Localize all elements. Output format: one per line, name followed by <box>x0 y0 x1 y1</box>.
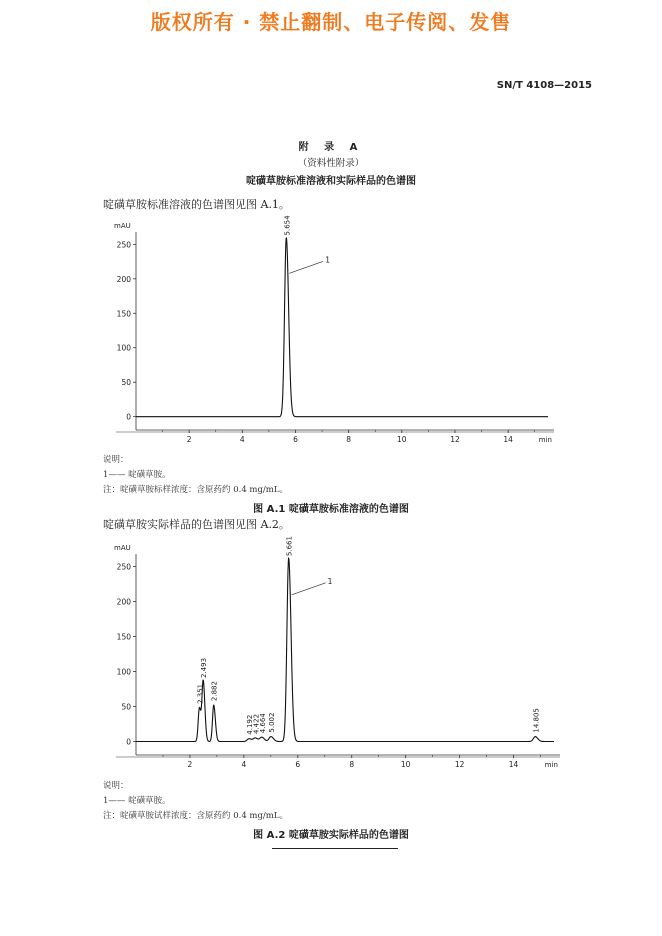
y-tick-label: 0 <box>126 412 131 422</box>
annex-heading: 啶磺草胺标准溶液和实际样品的色谱图 <box>246 176 416 187</box>
x-tick-label: 12 <box>454 760 465 769</box>
peak-label: 2.493 <box>200 657 209 678</box>
figure1-note-heading: 说明： <box>103 455 129 465</box>
peak-label: 4.422 <box>252 713 261 734</box>
y-tick-label: 200 <box>116 274 131 284</box>
y-axis-label: mAU <box>114 544 131 552</box>
x-tick-label: 10 <box>400 760 411 769</box>
callout-line <box>292 583 326 595</box>
y-tick-label: 150 <box>116 632 131 642</box>
x-tick-label: 14 <box>503 435 513 444</box>
annex-title: 附 录 A <box>298 142 364 153</box>
figure2-note-text: 注：啶磺草胺试样浓度：含原药约 0.4 mg/mL。 <box>103 811 288 821</box>
annex-subtitle: （资料性附录） <box>297 158 365 169</box>
y-tick-label: 100 <box>116 667 131 677</box>
x-tick-label: 4 <box>241 760 247 769</box>
figure1-note-item: 1—— 啶磺草胺。 <box>103 470 171 480</box>
watermark-banner: 版权所有 · 禁止翻制、电子传阅、发售 <box>150 10 512 34</box>
x-tick-label: 2 <box>187 760 193 769</box>
peak-label: 4.192 <box>246 714 255 735</box>
y-axis-label: mAU <box>114 222 131 230</box>
callout-label: 1 <box>325 255 331 265</box>
x-tick-label: 10 <box>397 435 407 444</box>
peak-label: 5.002 <box>267 712 276 733</box>
figure2-caption: 图 A.2 啶磺草胺实际样品的色谱图 <box>253 830 409 841</box>
callout-label: 1 <box>327 576 333 586</box>
x-tick-label: 12 <box>450 435 460 444</box>
x-tick-label: 8 <box>346 435 352 444</box>
y-tick-label: 0 <box>126 737 131 747</box>
x-tick-label: 8 <box>349 760 355 769</box>
peak-label: 2.882 <box>210 681 219 702</box>
end-rule <box>272 848 398 849</box>
figure2-intro: 啶磺草胺实际样品的色谱图见图 A.2。 <box>103 518 290 531</box>
x-tick-label: 14 <box>508 760 519 769</box>
peak-label: 2.351 <box>196 683 205 704</box>
y-tick-label: 50 <box>121 702 131 712</box>
figure1-caption: 图 A.1 啶磺草胺标准溶液的色谱图 <box>253 504 409 515</box>
figure1-intro: 啶磺草胺标准溶液的色谱图见图 A.1。 <box>103 198 290 211</box>
y-tick-label: 250 <box>116 562 131 572</box>
x-axis-label: min <box>544 761 558 769</box>
y-tick-label: 50 <box>121 378 131 388</box>
x-tick-label: 6 <box>295 760 301 769</box>
x-tick-label: 4 <box>239 435 245 444</box>
document-number: SN/T 4108—2015 <box>496 80 592 91</box>
figure2-note-item: 1—— 啶磺草胺。 <box>103 796 171 806</box>
chromatogram-trace <box>136 558 554 741</box>
peak-label: 5.654 <box>283 215 292 236</box>
x-tick-label: 6 <box>293 435 298 444</box>
x-axis-label: min <box>538 436 552 444</box>
y-tick-label: 250 <box>116 240 131 250</box>
y-tick-label: 200 <box>116 597 131 607</box>
y-tick-label: 100 <box>116 343 131 353</box>
y-tick-label: 150 <box>116 309 131 319</box>
peak-label: 14.805 <box>532 708 541 733</box>
x-tick-label: 2 <box>186 435 192 444</box>
peak-label: 5.661 <box>285 536 294 557</box>
figure1-note-text: 注：啶磺草胺标样浓度：含原药约 0.4 mg/mL。 <box>103 485 288 495</box>
figure2-note-heading: 说明： <box>103 781 129 791</box>
peak-label: 4.664 <box>258 713 267 734</box>
